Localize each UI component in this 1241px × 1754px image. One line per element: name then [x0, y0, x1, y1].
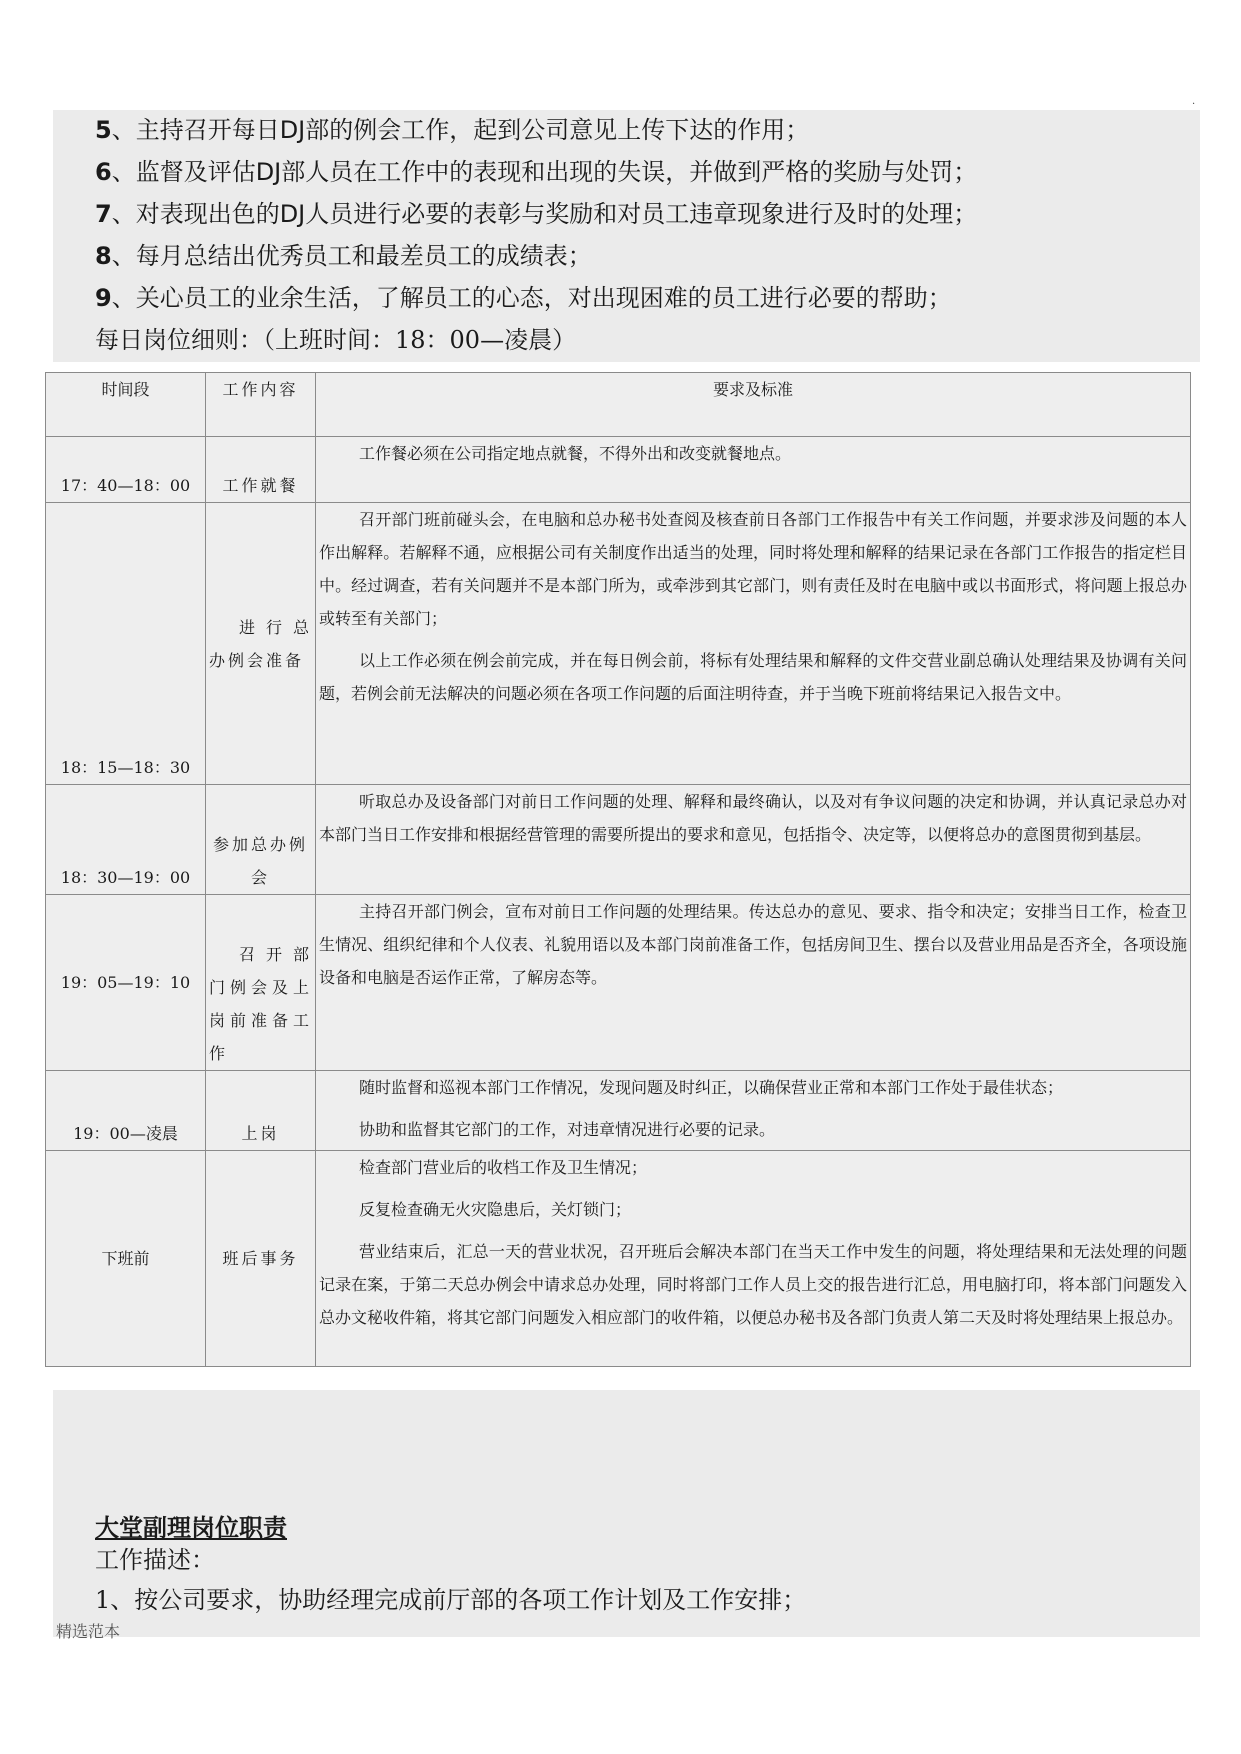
- list-item: 5、主持召开每日DJ部的例会工作，起到公司意见上传下达的作用；: [95, 116, 810, 144]
- requirement-cell: 工作餐必须在公司指定地点就餐，不得外出和改变就餐地点。: [316, 437, 1191, 503]
- time-cell: 17：40—18：00: [46, 437, 206, 503]
- task-cell: 进行总办例会准备: [206, 503, 316, 785]
- requirement-cell: 主持召开部门例会，宣布对前日工作问题的处理结果。传达总办的意见、要求、指令和决定；安排当日工作，检查卫生情况、组织纪律和个人仪表、礼貌用语以及本部门岗前准备工作，包括房间卫生、摆台以及营业用品是否齐全，各项设施设备和电脑是否运作正常，了解房态等。: [316, 895, 1191, 1071]
- corner-mark: .: [1192, 96, 1196, 107]
- header-task: 工作内容: [206, 373, 316, 437]
- duty-schedule-table: [45, 372, 1191, 1367]
- footer-text: 精选范本: [56, 1622, 121, 1641]
- section-title: 大堂副理岗位职责: [95, 1514, 287, 1542]
- task-cell: 参加总办例会: [206, 785, 316, 895]
- table-row: [46, 895, 1191, 1071]
- header-time: 时间段: [46, 373, 206, 437]
- table-row: [46, 437, 1191, 503]
- task-cell: 工作就餐: [206, 437, 316, 503]
- table-header-row: [46, 373, 1191, 437]
- task-cell: 召开部门例会及上岗前准备工作: [206, 895, 316, 1071]
- table-row: [46, 1071, 1191, 1151]
- requirement-cell: 听取总办及设备部门对前日工作问题的处理、解释和最终确认，以及对有争议问题的决定和协调，并认真记录总办对本部门当日工作安排和根据经营管理的需要所提出的要求和意见，包括指令、决定等，以便将总办的意图贯彻到基层。: [316, 785, 1191, 895]
- time-cell: 19：00—凌晨: [46, 1071, 206, 1151]
- time-cell: 18：15—18：30: [46, 503, 206, 785]
- header-requirement: 要求及标准: [316, 373, 1191, 437]
- table-row: [46, 785, 1191, 895]
- list-item: 6、监督及评估DJ部人员在工作中的表现和出现的失误，并做到严格的奖励与处罚；: [95, 158, 978, 186]
- work-item: 1、按公司要求，协助经理完成前厅部的各项工作计划及工作安排；: [95, 1586, 807, 1614]
- list-item: 8、每月总结出优秀员工和最差员工的成绩表；: [95, 242, 592, 270]
- requirement-cell: 检查部门营业后的收档工作及卫生情况； 反复检查确无火灾隐患后，关灯锁门； 营业结束后，汇总一天的营业状况，召开班后会解决本部门在当天工作中发生的问题，将处理结果和无法处理的问题记录在案，于第二天总办例会中请求总办处理，同时将部门工作人员上交的报告进行汇总，用电脑打印，将本部门问题发入总办文秘收件箱，将其它部门问题发入相应部门的收件箱，以便总办秘书及各部门负责人第二天及时将处理结果上报总办。: [316, 1151, 1191, 1367]
- schedule-intro: 每日岗位细则：（上班时间：18：00—凌晨）: [95, 326, 577, 354]
- list-item: 9、关心员工的业余生活，了解员工的心态，对出现困难的员工进行必要的帮助；: [95, 284, 952, 312]
- task-cell: 班后事务: [206, 1151, 316, 1367]
- time-cell: 18：30—19：00: [46, 785, 206, 895]
- requirement-cell: 召开部门班前碰头会，在电脑和总办秘书处查阅及核查前日各部门工作报告中有关工作问题，并要求涉及问题的本人作出解释。若解释不通，应根据公司有关制度作出适当的处理，同时将处理和解释的结果记录在各部门工作报告的指定栏目中。经过调查，若有关问题并不是本部门所为，或牵涉到其它部门，则有责任及时在电脑中或以书面形式，将问题上报总办或转至有关部门； 以上工作必须在例会前完成，并在每日例会前，将标有处理结果和解释的文件交营业副总确认处理结果及协调有关问题，若例会前无法解决的问题必须在各项工作问题的后面注明待查，并于当晚下班前将结果记入报告文中。: [316, 503, 1191, 785]
- task-cell: 上岗: [206, 1071, 316, 1151]
- time-cell: 19：05—19：10: [46, 895, 206, 1071]
- table-row: [46, 1151, 1191, 1367]
- requirement-cell: 随时监督和巡视本部门工作情况，发现问题及时纠正，以确保营业正常和本部门工作处于最佳状态； 协助和监督其它部门的工作，对违章情况进行必要的记录。: [316, 1071, 1191, 1151]
- table-row: [46, 503, 1191, 785]
- work-description-label: 工作描述：: [95, 1546, 215, 1574]
- time-cell: 下班前: [46, 1151, 206, 1367]
- list-item: 7、对表现出色的DJ人员进行必要的表彰与奖励和对员工违章现象进行及时的处理；: [95, 200, 978, 228]
